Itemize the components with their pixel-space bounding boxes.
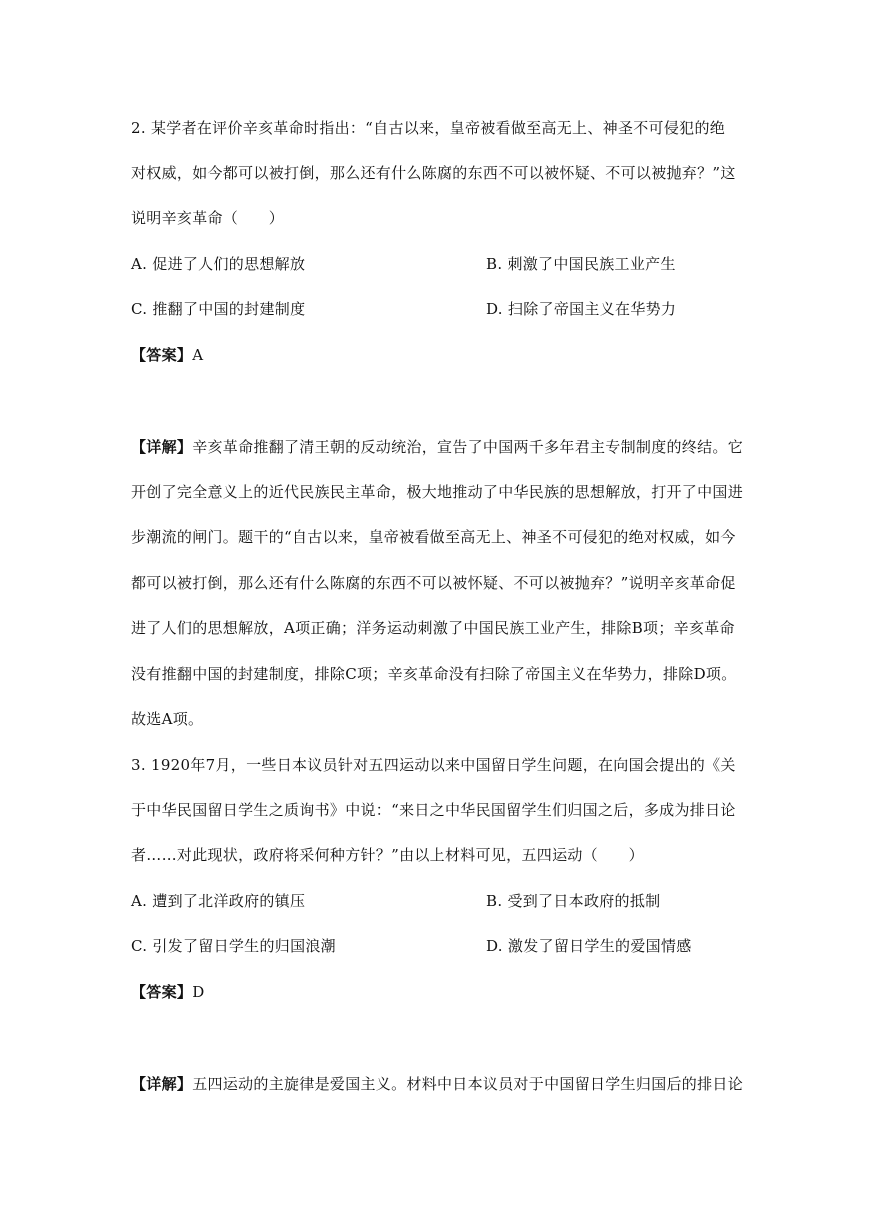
q3-option-a: A. 遭到了北洋政府的镇压 bbox=[131, 892, 306, 910]
q3-explanation-text-1: 五四运动的主旋律是爱国主义。材料中日本议员对于中国留日学生归国后的排日论 bbox=[192, 1075, 744, 1093]
q2-explanation-line-3: 步潮流的闸门。题干的“自古以来，皇帝被看做至高无上、神圣不可侵犯的绝对权威，如今 bbox=[131, 528, 736, 546]
q3-option-c: C. 引发了留日学生的归国浪潮 bbox=[131, 937, 336, 955]
q2-explanation-line-4: 都可以被打倒，那么还有什么陈腐的东西不可以被怀疑、不可以被抛弃？”说明辛亥革命促 bbox=[131, 574, 736, 592]
q2-explanation-line-5: 进了人们的思想解放，A项正确；洋务运动刺激了中国民族工业产生，排除B项；辛亥革命 bbox=[131, 619, 735, 637]
q3-option-d: D. 激发了留日学生的爱国情感 bbox=[486, 937, 692, 955]
q3-explanation-line-1 bbox=[131, 1074, 743, 1094]
q2-answer-value: A bbox=[192, 346, 204, 364]
q2-option-d: D. 扫除了帝国主义在华势力 bbox=[486, 300, 677, 318]
q3-stem-line-2: 于中华民国留日学生之质询书》中说：“来日之中华民国留学生们归国之后，多成为排日论 bbox=[131, 801, 736, 819]
q3-stem-line-1: 3. 1920年7月，一些日本议员针对五四运动以来中国留日学生问题，在向国会提出的《关 bbox=[131, 756, 736, 774]
q2-explanation-line-1 bbox=[131, 437, 743, 457]
q2-stem-line-1: 2. 某学者在评价辛亥革命时指出：“自古以来，皇帝被看做至高无上、神圣不可侵犯的绝 bbox=[131, 119, 726, 137]
q2-explanation-line-7: 故选A项。 bbox=[131, 710, 204, 728]
q3-answer-label: 【答案】 bbox=[131, 983, 193, 1001]
q2-explanation-line-6: 没有推翻中国的封建制度，排除C项；辛亥革命没有扫除了帝国主义在华势力，排除D项。 bbox=[131, 665, 737, 683]
q2-explanation-label: 【详解】 bbox=[131, 438, 193, 456]
q2-answer bbox=[131, 345, 203, 365]
q3-explanation-label: 【详解】 bbox=[131, 1075, 193, 1093]
q2-option-c: C. 推翻了中国的封建制度 bbox=[131, 300, 306, 318]
q2-explanation-text-1: 辛亥革命推翻了清王朝的反动统治，宣告了中国两千多年君主专制制度的终结。它 bbox=[192, 438, 744, 456]
q2-explanation-line-2: 开创了完全意义上的近代民族民主革命，极大地推动了中华民族的思想解放，打开了中国进 bbox=[131, 483, 744, 501]
q3-option-b: B. 受到了日本政府的抵制 bbox=[486, 892, 661, 910]
q2-option-a: A. 促进了人们的思想解放 bbox=[131, 255, 306, 273]
q3-answer bbox=[131, 982, 205, 1002]
q2-stem-line-3: 说明辛亥革命（ ） bbox=[131, 209, 285, 227]
q3-stem-line-3: 者……对此现状，政府将采何种方针？”由以上材料可见，五四运动（ ） bbox=[131, 846, 644, 864]
q2-stem-line-2: 对权威，如今都可以被打倒，那么还有什么陈腐的东西不可以被怀疑、不可以被抛弃？”这 bbox=[131, 164, 736, 182]
q2-answer-label: 【答案】 bbox=[131, 346, 193, 364]
q3-answer-value: D bbox=[192, 983, 205, 1001]
q2-option-b: B. 刺激了中国民族工业产生 bbox=[486, 255, 676, 273]
